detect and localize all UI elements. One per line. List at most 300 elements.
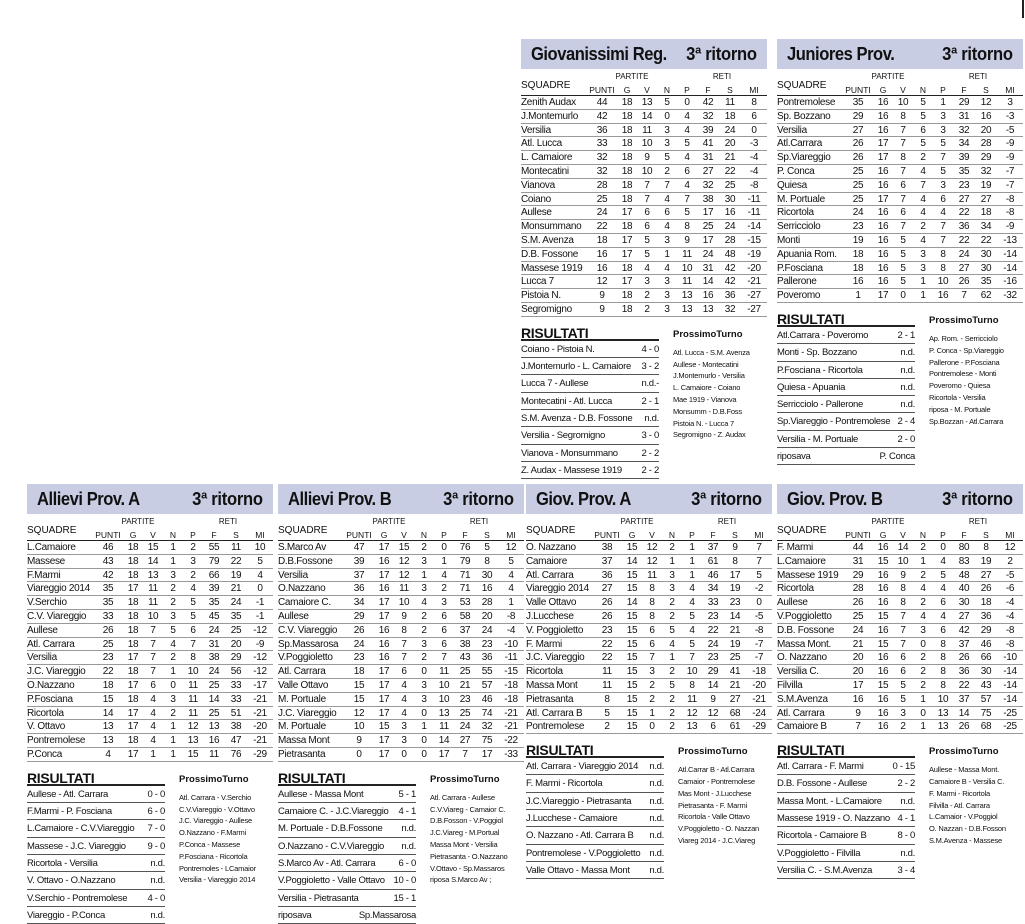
next-match: Filvilla - Atl. Carrara	[929, 800, 990, 810]
prossimo-turno-title: ProssimoTurno	[678, 746, 748, 758]
stat-cell: 33	[596, 138, 608, 150]
stat-cell: 22	[980, 234, 992, 246]
stat-cell: 12	[707, 707, 719, 719]
stat-cell: 3	[170, 569, 176, 581]
stat-cell: 26	[958, 276, 970, 288]
stat-cell: 7	[644, 179, 650, 191]
stat-cell: -21	[747, 276, 761, 288]
stat-cell: 1	[940, 97, 946, 108]
stat-cell: 5	[900, 693, 906, 705]
table-row	[526, 638, 772, 652]
table-row	[27, 541, 273, 555]
stat-cell: 25	[852, 179, 864, 191]
next-round-list	[678, 764, 774, 847]
stat-cell: 11	[209, 748, 219, 760]
match-teams: Sp.Viareggio - Pontremolese	[777, 416, 891, 428]
stat-cell: 10	[937, 276, 949, 288]
stat-cell: 27	[958, 262, 970, 274]
stat-cell: 4	[689, 583, 695, 595]
table-row	[278, 734, 524, 748]
match-score: n.d.	[900, 381, 915, 393]
col-header-g: G	[879, 85, 887, 95]
col-header-s: S	[233, 530, 239, 540]
table-row	[777, 179, 1023, 193]
stat-cell: 4	[920, 193, 926, 205]
stat-cell: 13	[208, 721, 220, 733]
table-row	[27, 707, 273, 721]
stat-cell: 34	[980, 221, 992, 233]
stat-cell: 36	[724, 290, 736, 302]
match-score: 6 - 0	[147, 806, 165, 818]
stat-cell: 2	[421, 652, 427, 664]
result-item	[27, 838, 165, 855]
col-header-p: P	[441, 530, 447, 540]
stat-cell: 30	[724, 193, 736, 205]
stat-cell: 9	[356, 735, 362, 747]
team-name: Pallerone	[777, 276, 817, 288]
col-header-v: V	[900, 85, 906, 95]
team-name: D.B. Fossone	[777, 624, 834, 636]
stat-cell: 16	[877, 124, 889, 136]
stat-cell: 18	[980, 207, 992, 219]
stat-cell: 13	[686, 721, 698, 733]
table-row	[777, 555, 1023, 569]
stat-cell: -21	[504, 721, 518, 733]
table-row	[777, 624, 1023, 638]
stat-cell: 1	[170, 542, 176, 553]
team-name: Viareggio 2014	[27, 583, 90, 595]
stat-cell: 7	[900, 610, 906, 622]
match-teams: S.M. Avenza - D.B. Fossone	[521, 412, 633, 424]
stat-cell: 39	[702, 124, 714, 136]
stat-cell: -12	[253, 666, 267, 678]
stat-cell: 8	[983, 542, 989, 553]
team-name: Massa Mont	[526, 679, 578, 691]
stat-cell: 20	[852, 666, 864, 678]
stat-cell: 15	[877, 610, 889, 622]
match-score: 5 - 1	[398, 788, 416, 800]
stat-cell: -5	[1005, 124, 1015, 136]
stat-cell: 23	[958, 179, 970, 191]
stat-cell: 7	[644, 193, 650, 205]
result-item	[526, 810, 664, 827]
stat-cell: 30	[980, 248, 992, 260]
stat-cell: 16	[378, 624, 390, 636]
match-score: n.d.	[649, 864, 664, 876]
stat-cell: 18	[621, 221, 633, 233]
stat-cell: 1	[170, 555, 176, 567]
stat-cell: 2	[920, 542, 926, 553]
stat-cell: 18	[852, 248, 864, 260]
col-header-v: V	[649, 530, 655, 540]
team-name: Pontremolese	[27, 735, 86, 747]
stat-cell: 7	[150, 624, 156, 636]
next-match: Atl. Lucca - S.M. Avenza	[673, 347, 750, 357]
table-row	[777, 96, 1023, 110]
table-row	[27, 610, 273, 624]
stat-cell: 23	[353, 652, 365, 664]
table-row	[27, 679, 273, 693]
league-round: 3ª ritorno	[942, 43, 1013, 64]
stat-cell: 18	[621, 303, 633, 315]
stat-cell: 58	[459, 610, 471, 622]
stat-cell: 8	[900, 110, 906, 122]
table-header	[526, 525, 772, 541]
col-header-g: G	[879, 530, 887, 540]
stat-cell: -7	[1005, 179, 1015, 191]
next-match: Versilia - Viareggio 2014	[179, 875, 256, 885]
stat-cell: 17	[378, 679, 390, 691]
stat-cell: 56	[230, 666, 242, 678]
match-teams: Ricortola - Versilia	[27, 857, 98, 869]
team-name: M. Portuale	[278, 721, 326, 733]
stat-cell: 3	[170, 610, 176, 622]
stat-cell: 3	[664, 290, 670, 302]
stat-cell: 24	[958, 248, 970, 260]
stat-cell: 15	[626, 666, 638, 678]
match-score: n.d.	[649, 830, 664, 842]
match-score: n.d.	[150, 857, 165, 869]
next-match: Atl.Carrar B - Atl.Carrara	[678, 765, 755, 775]
table-row	[526, 679, 772, 693]
stat-cell: 2	[920, 569, 926, 581]
stat-cell: 2	[920, 679, 926, 691]
stat-cell: 4	[508, 569, 514, 581]
stat-cell: 62	[980, 290, 992, 302]
stat-cell: 27	[702, 165, 714, 177]
stat-cell: 7	[900, 138, 906, 150]
stat-cell: 41	[729, 666, 741, 678]
match-teams: L.Camaiore - C.V.Viareggio	[27, 823, 135, 835]
league-header	[27, 484, 273, 514]
stat-cell: 1	[170, 748, 176, 760]
stat-cell: 22	[724, 165, 736, 177]
match-score: 4 - 0	[641, 343, 659, 355]
next-match: O.Nazzano - F.Marmi	[179, 828, 247, 838]
team-name: C.V. Viareggio	[278, 624, 338, 636]
table-row	[27, 748, 273, 762]
next-round-list	[179, 792, 275, 886]
stat-cell: 16	[378, 555, 390, 567]
table-row	[27, 665, 273, 679]
stat-cell: 8	[940, 262, 946, 274]
team-name: O.Nazzano	[278, 583, 326, 595]
table-row	[777, 165, 1023, 179]
stat-cell: 13	[937, 721, 949, 733]
stat-cell: 4	[689, 597, 695, 609]
stat-cell: 18	[127, 542, 139, 553]
stat-cell: 5	[920, 97, 926, 108]
stat-cell: 14	[626, 597, 638, 609]
team-name: Filvilla	[777, 679, 803, 691]
stat-cell: 12	[646, 555, 658, 567]
team-name: Versilia	[521, 124, 551, 136]
table-row	[521, 151, 767, 165]
match-teams: Versilia - Pietrasanta	[278, 892, 359, 904]
match-score: n.d.	[401, 840, 416, 852]
stat-cell: 15	[147, 542, 159, 553]
stat-cell: 15	[378, 721, 390, 733]
stat-cell: 17	[378, 666, 390, 678]
col-header-mi: MI	[749, 85, 759, 95]
results-section	[526, 742, 772, 879]
match-teams: M. Portuale - D.B.Fossone	[278, 823, 383, 835]
stat-cell: 35	[980, 276, 992, 288]
next-match: Poveromo - Quiesa	[929, 381, 991, 391]
col-header-n: N	[668, 530, 676, 540]
stat-cell: 16	[877, 165, 889, 177]
stat-cell: 17	[127, 583, 139, 595]
stat-cell: 26	[852, 597, 864, 609]
stat-cell: -9	[255, 638, 265, 650]
stat-cell: 3	[190, 555, 196, 567]
next-match: L.Camaior - V.Poggiol	[929, 812, 998, 822]
stat-cell: 0	[664, 110, 670, 122]
stat-cell: 29	[980, 624, 992, 636]
prossimo-turno-title: ProssimoTurno	[673, 328, 743, 340]
stat-cell: 57	[980, 693, 992, 705]
stat-cell: 13	[187, 735, 199, 747]
risultati-title: RISULTATI	[27, 770, 165, 786]
stat-cell: 5	[257, 555, 263, 567]
stat-cell: 5	[684, 138, 690, 150]
stat-cell: -4	[1005, 610, 1015, 622]
stat-cell: 55	[481, 666, 493, 678]
stat-cell: -29	[253, 748, 267, 760]
prossimo-turno-title: ProssimoTurno	[430, 773, 500, 785]
stat-cell: 22	[596, 221, 608, 233]
stat-cell: 4	[441, 569, 447, 581]
stat-cell: 10	[686, 666, 698, 678]
league-title: Giov. Prov. B	[787, 488, 883, 509]
stat-cell: 17	[378, 748, 390, 760]
result-item	[521, 410, 659, 427]
stat-cell: 16	[877, 276, 889, 288]
next-match: Atl. Carrara - Aullese	[430, 792, 495, 802]
next-match: Camaior - Pontremolese	[678, 776, 755, 786]
stat-cell: 32	[596, 165, 608, 177]
stat-cell: 12	[398, 569, 410, 581]
next-match: Sp.Bozzan - Atl.Carrara	[929, 416, 1004, 426]
result-item	[777, 793, 915, 810]
stat-cell: 5	[484, 542, 490, 553]
stat-cell: 37	[353, 569, 365, 581]
result-item	[526, 775, 664, 792]
stat-cell: 4	[940, 610, 946, 622]
stat-cell: 22	[230, 555, 242, 567]
team-name: Vianova	[521, 179, 555, 191]
team-name: M. Portuale	[278, 693, 326, 705]
stat-cell: 13	[641, 97, 653, 108]
league-header	[278, 484, 524, 514]
match-teams: J.Montemurlo - L. Camaiore	[521, 361, 631, 373]
next-round-list	[430, 792, 526, 886]
match-teams: Atl.Carrara - Poveromo	[777, 329, 869, 341]
stat-cell: 23	[601, 624, 613, 636]
stat-cell: 15	[626, 693, 638, 705]
stat-cell: 32	[596, 152, 608, 164]
stat-cell: 2	[190, 542, 196, 553]
team-name: Atl. Carrara	[27, 638, 75, 650]
team-name: Monsummano	[521, 221, 582, 233]
stat-cell: -8	[1005, 193, 1015, 205]
stat-cell: 7	[900, 193, 906, 205]
stat-cell: 2	[669, 597, 675, 609]
results-section	[777, 742, 1023, 879]
match-teams: S.Marco Av - Atl. Carrara	[278, 857, 376, 869]
stat-cell: 2	[441, 583, 447, 595]
stat-cell: 6	[751, 110, 757, 122]
stat-cell: -8	[754, 624, 764, 636]
table-row	[521, 262, 767, 276]
team-name: Pistoia N.	[521, 290, 561, 302]
team-name: V.Poggioletto	[777, 610, 832, 622]
stat-cell: 5	[920, 110, 926, 122]
col-header-p: P	[190, 530, 196, 540]
team-name: Aullese	[278, 610, 309, 622]
stat-cell: 16	[378, 652, 390, 664]
table-row	[777, 137, 1023, 151]
table-row	[521, 137, 767, 151]
stat-cell: -3	[749, 138, 759, 150]
stat-cell: 7	[940, 234, 946, 246]
stat-cell: 14	[958, 707, 970, 719]
stat-cell: 16	[877, 207, 889, 219]
match-teams: V.Poggioletto - Filvilla	[777, 847, 861, 859]
result-item	[278, 838, 416, 855]
stat-cell: 17	[621, 234, 633, 246]
col-header-mi: MI	[1005, 530, 1015, 540]
stat-cell: 3	[669, 583, 675, 595]
stat-cell: 14	[707, 679, 719, 691]
stat-cell: -9	[1005, 221, 1015, 233]
stat-cell: 6	[401, 666, 407, 678]
table-row	[521, 303, 767, 317]
stat-cell: 11	[439, 666, 449, 678]
stat-cell: 16	[877, 221, 889, 233]
col-header-n: N	[919, 85, 927, 95]
league-round: 3ª ritorno	[691, 488, 762, 509]
stat-cell: 18	[980, 597, 992, 609]
stat-cell: 8	[900, 152, 906, 164]
table-row	[777, 638, 1023, 652]
stat-cell: 16	[481, 583, 493, 595]
risultati-title: RISULTATI	[526, 742, 664, 758]
match-teams: Monti - Sp. Bozzano	[777, 347, 857, 359]
stat-cell: 15	[102, 693, 114, 705]
stat-cell: -13	[1003, 234, 1017, 246]
stat-cell: 21	[230, 583, 242, 595]
stat-cell: 24	[353, 638, 365, 650]
stat-cell: 3	[940, 179, 946, 191]
stat-cell: 3	[940, 110, 946, 122]
result-item	[777, 827, 915, 844]
stat-cell: 13	[681, 290, 693, 302]
table-row	[777, 569, 1023, 583]
next-match: S.M.Avenza - Massese	[929, 835, 1002, 845]
stat-cell: 29	[852, 569, 864, 581]
stat-cell: 7	[900, 165, 906, 177]
stat-cell: 4	[920, 165, 926, 177]
stat-cell: 25	[208, 679, 220, 691]
stat-cell: 66	[208, 569, 220, 581]
stat-cell: 11	[231, 542, 241, 553]
stat-cell: 31	[702, 152, 714, 164]
table-row	[278, 679, 524, 693]
league-title: Giov. Prov. A	[536, 488, 631, 509]
table-row	[526, 720, 772, 734]
stat-cell: 4	[508, 583, 514, 595]
match-teams: Versilia - Segromigno	[521, 430, 605, 442]
stat-cell: 17	[378, 569, 390, 581]
stat-cell: 44	[852, 542, 864, 553]
stat-cell: 15	[877, 679, 889, 691]
stat-cell: 32	[702, 110, 714, 122]
team-name: Coiano	[521, 193, 551, 205]
stat-cell: 31	[958, 110, 970, 122]
stat-cell: -22	[504, 735, 518, 747]
stat-cell: 34	[958, 138, 970, 150]
team-name: P.Fosciana	[777, 262, 823, 274]
match-teams: Valle Ottavo - Massa Mont	[526, 864, 630, 876]
stat-cell: 17	[127, 707, 139, 719]
stat-cell: 5	[664, 97, 670, 108]
stat-cell: 43	[459, 652, 471, 664]
team-name: Atl. Carrara	[526, 569, 574, 581]
table-row	[27, 651, 273, 665]
stat-cell: 27	[980, 569, 992, 581]
stat-cell: 31	[852, 555, 864, 567]
stat-cell: 5	[900, 262, 906, 274]
next-match: Pallerone - P.Fosciana	[929, 357, 1000, 367]
stat-cell: 5	[900, 234, 906, 246]
team-name: J.C. Viareggio	[278, 707, 337, 719]
table-row	[526, 569, 772, 583]
stat-cell: 20	[980, 124, 992, 136]
team-name: Apuania Rom.	[777, 248, 837, 260]
team-name: M. Portuale	[777, 193, 825, 205]
stat-cell: 14	[897, 542, 909, 553]
result-item	[777, 327, 915, 344]
stat-cell: 8	[684, 221, 690, 233]
stat-cell: 25	[852, 165, 864, 177]
match-teams: Pontremolese - V.Poggioletto	[526, 847, 641, 859]
table-row	[777, 596, 1023, 610]
stat-cell: 37	[958, 693, 970, 705]
stat-cell: 21	[729, 624, 741, 636]
stat-cell: 10	[353, 721, 365, 733]
stat-cell: -4	[749, 165, 759, 177]
stat-cell: 5	[940, 138, 946, 150]
stat-cell: 2	[920, 152, 926, 164]
stat-cell: 4	[150, 707, 156, 719]
stat-cell: 24	[702, 248, 714, 260]
stat-cell: 2	[920, 652, 926, 664]
league-round: 3ª ritorno	[686, 43, 757, 64]
league-block	[777, 39, 1023, 465]
stat-cell: 17	[378, 542, 390, 553]
stat-cell: 4	[684, 152, 690, 164]
match-score: n.d.	[649, 761, 664, 773]
team-name: Quiesa	[777, 179, 807, 191]
stat-cell: 6	[644, 207, 650, 219]
stat-cell: -14	[1003, 248, 1017, 260]
stat-cell: 22	[601, 652, 613, 664]
team-name: Camaiore B	[777, 721, 827, 733]
result-item	[526, 862, 664, 879]
stat-cell: 8	[649, 597, 655, 609]
stat-cell: 18	[127, 569, 139, 581]
